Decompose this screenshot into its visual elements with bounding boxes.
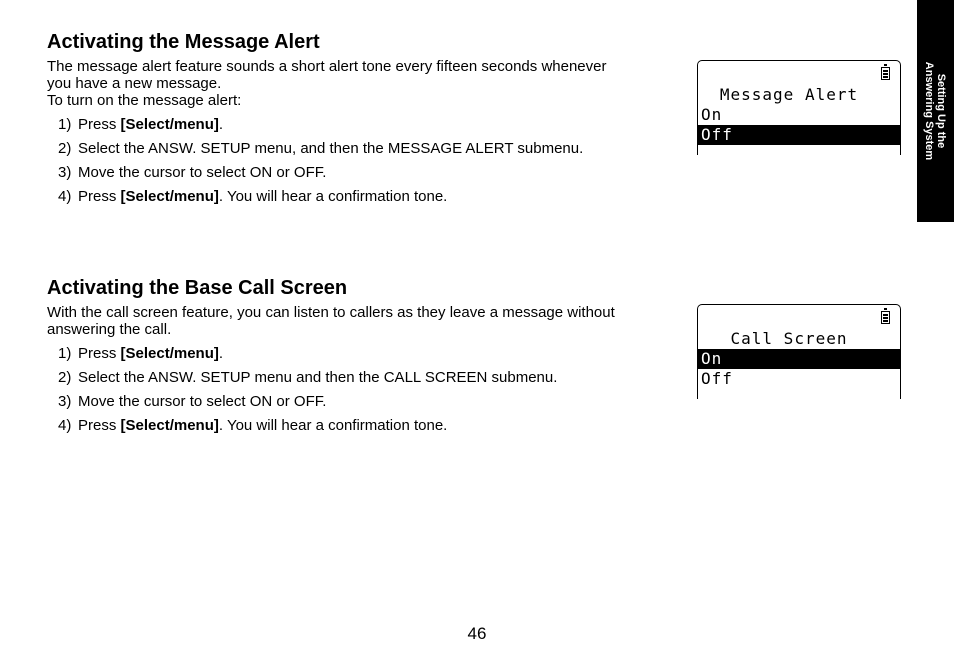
section-call-screen xyxy=(47,276,687,438)
side-tab-line: Answering System xyxy=(923,61,936,161)
step-text: Move the cursor to select ON or OFF. xyxy=(78,164,327,181)
step-text: Press xyxy=(78,116,121,133)
lcd-option-off: Off xyxy=(701,369,733,388)
lcd-display-message-alert xyxy=(697,60,901,155)
step-number: 4) xyxy=(58,417,72,434)
section-heading: Activating the Message Alert xyxy=(47,31,320,53)
step-text: Press xyxy=(78,188,121,205)
step-key: [Select/menu] xyxy=(120,417,219,434)
lcd-option-on: On xyxy=(701,105,723,124)
step-text: Press xyxy=(78,417,121,434)
step-key: [Select/menu] xyxy=(120,345,219,362)
step-text: Press xyxy=(78,345,121,362)
step-text: Move the cursor to select ON or OFF. xyxy=(78,393,327,410)
step-text: . xyxy=(218,345,224,362)
steps-list xyxy=(47,342,687,438)
battery-icon xyxy=(881,67,890,80)
intro-line: The message alert feature sounds a short alert tone every fifteen seconds whenever xyxy=(47,58,607,75)
step-item xyxy=(47,137,687,161)
step-text: . xyxy=(218,116,224,133)
step-item xyxy=(47,185,687,209)
intro-line: answering the call. xyxy=(47,321,172,338)
lcd-option-off-selected: Off xyxy=(698,125,900,145)
intro-text xyxy=(47,58,687,109)
page-number: 46 xyxy=(467,624,487,643)
step-number: 2) xyxy=(58,140,72,157)
step-number: 1) xyxy=(58,345,72,362)
lcd-display-call-screen xyxy=(697,304,901,399)
lcd-title: Call Screen xyxy=(730,329,848,348)
intro-line: you have a new message. xyxy=(47,75,222,92)
section-message-alert xyxy=(47,30,687,209)
intro-text xyxy=(47,304,687,338)
step-key: [Select/menu] xyxy=(120,116,219,133)
chapter-side-tab xyxy=(917,0,954,222)
step-number: 1) xyxy=(58,116,72,133)
step-text: Select the ANSW. SETUP menu, and then the MESSAGE ALERT submenu. xyxy=(78,140,584,157)
step-number: 3) xyxy=(58,393,72,410)
steps-list xyxy=(47,113,687,209)
step-item xyxy=(47,390,687,414)
intro-line: To turn on the message alert: xyxy=(47,92,242,109)
step-text: Select the ANSW. SETUP menu and then the CALL SCREEN submenu. xyxy=(78,369,558,386)
section-heading: Activating the Base Call Screen xyxy=(47,277,348,299)
battery-icon xyxy=(881,311,890,324)
step-number: 2) xyxy=(58,369,72,386)
intro-line: With the call screen feature, you can listen to callers as they leave a message without xyxy=(47,304,615,321)
side-tab-line: Setting Up the xyxy=(935,73,948,149)
step-item xyxy=(47,161,687,185)
step-item xyxy=(47,113,687,137)
lcd-option-on-selected: On xyxy=(698,349,900,369)
step-item xyxy=(47,366,687,390)
step-text: . You will hear a confirmation tone. xyxy=(218,188,448,205)
step-number: 4) xyxy=(58,188,72,205)
step-item xyxy=(47,414,687,438)
lcd-title: Message Alert xyxy=(719,85,859,104)
side-tab-text xyxy=(917,0,954,222)
step-text: . You will hear a confirmation tone. xyxy=(218,417,448,434)
step-key: [Select/menu] xyxy=(120,188,219,205)
step-item xyxy=(47,342,687,366)
step-number: 3) xyxy=(58,164,72,181)
